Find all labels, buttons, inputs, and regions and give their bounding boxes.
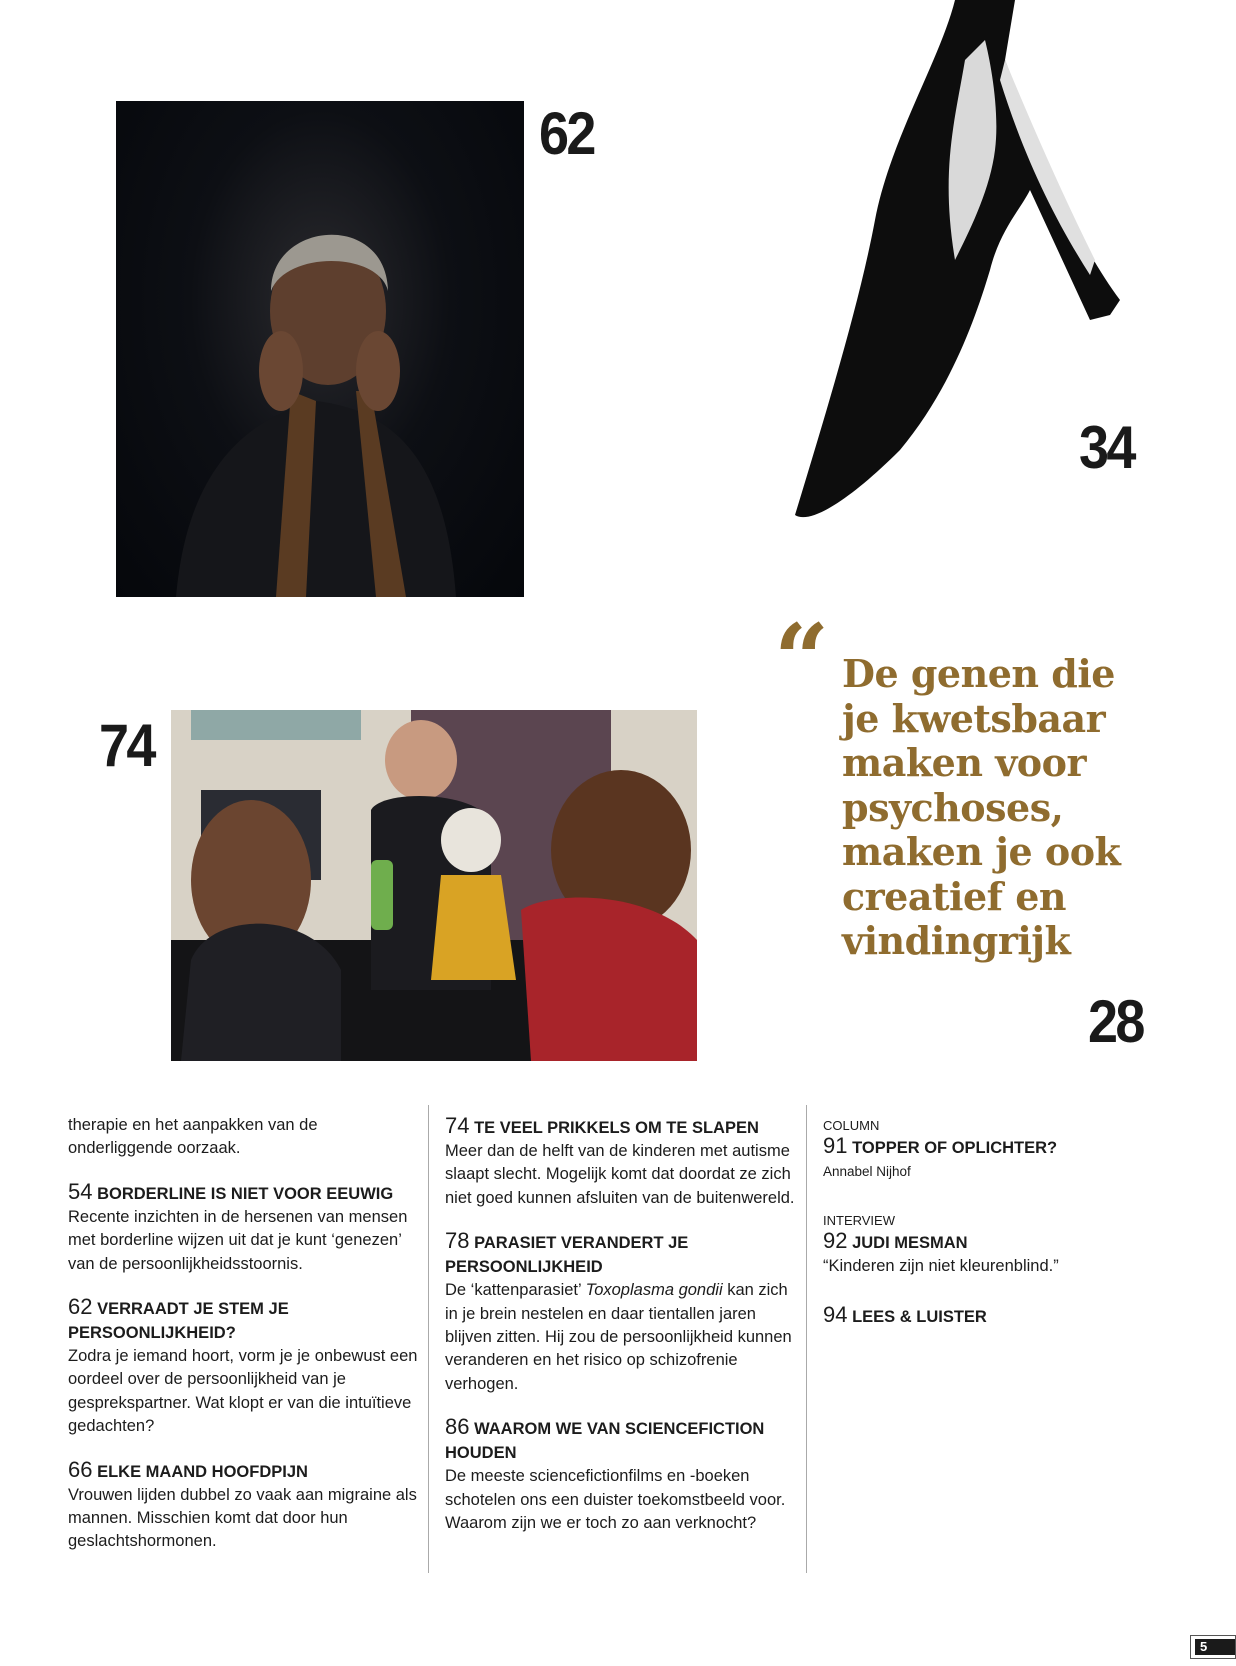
toc-column-2 [445, 1114, 795, 1554]
entry-summary: Vrouwen lijden dubbel zo vaak aan migraine als mannen. Misschien komt dat door hun geslachtshormonen. [68, 1485, 417, 1551]
entry-page-number: 78 [445, 1228, 470, 1254]
entry-page-number: 66 [68, 1456, 93, 1482]
quote-line: psychoses, [842, 784, 1064, 830]
quote-line: De genen die [842, 651, 1115, 696]
quote-mark-icon: “ [774, 603, 830, 716]
entry-page-number: 92 [823, 1228, 848, 1254]
entry-summary: Zodra je iemand hoort, vorm je je onbewust een oordeel over de persoonlijkheid van je gesprekspartner. Wat klopt er van die intuïtieve gedachten? [68, 1347, 418, 1436]
feature-page-number: 28 [1088, 988, 1143, 1055]
entry-summary: Recente inzichten in de hersenen van mensen met borderline wijzen uit dat je kunt ‘genezen’ van de persoonlijkheidsstoornis. [68, 1207, 408, 1273]
entry-title: BORDERLINE IS NIET VOOR EEUWIG [97, 1184, 394, 1203]
high-heel-shoe-image [790, 0, 1120, 525]
page-number: 5 [1195, 1639, 1235, 1655]
toc-entry[interactable] [823, 1303, 1203, 1329]
entry-page-number: 91 [823, 1133, 848, 1158]
entry-kicker: INTERVIEW [823, 1213, 895, 1229]
column-divider [806, 1105, 807, 1573]
entry-byline: Annabel Nijhof [823, 1164, 911, 1179]
feature-page-number: 62 [539, 100, 594, 167]
portrait-figure-icon [116, 101, 524, 597]
toc-entry[interactable] [823, 1118, 1203, 1183]
toc-entry[interactable] [445, 1229, 795, 1396]
toc-entry[interactable] [68, 1295, 418, 1439]
entry-title: LEES & LUISTER [852, 1307, 987, 1326]
entry-title: JUDI MESMAN [852, 1234, 968, 1253]
entry-title: WAAROM WE VAN SCIENCEFICTION HOUDEN [445, 1420, 765, 1463]
entry-summary [445, 1279, 795, 1396]
eeg-scene-icon [171, 710, 697, 1061]
quote-line: maken voor [842, 740, 1086, 785]
entry-page-number: 74 [445, 1113, 470, 1138]
toc-entry[interactable] [445, 1114, 795, 1210]
entry-page-number: 62 [68, 1294, 93, 1320]
entry-title: TOPPER OF OPLICHTER? [852, 1139, 1058, 1157]
entry-title: TE VEEL PRIKKELS OM TE SLAPEN [474, 1119, 759, 1137]
toc-entry[interactable] [445, 1415, 795, 1535]
species-name: Toxoplasma gondii [585, 1281, 723, 1300]
feature-page-number: 74 [99, 712, 154, 779]
eeg-baby-photo [171, 710, 697, 1061]
entry-page-number: 94 [823, 1301, 848, 1327]
entry-kicker: COLUMN [823, 1118, 880, 1133]
quote-line: maken je ook [842, 829, 1121, 874]
summary-text: De ‘kattenparasiet’ [445, 1281, 586, 1300]
page-number-badge [1190, 1635, 1236, 1659]
entry-page-number: 86 [445, 1414, 470, 1440]
entry-summary: “Kinderen zijn niet kleurenblind.” [823, 1257, 1059, 1276]
pull-quote [842, 652, 1222, 964]
quote-line: creatief en [842, 873, 1067, 919]
toc-column-1 [68, 1114, 418, 1573]
column-divider [428, 1105, 429, 1573]
entry-summary: De meeste sciencefictionfilms en -boeken schotelen ons een duister toekomstbeeld voor. Waarom zijn we er toch zo aan verknocht? [445, 1467, 786, 1533]
toc-entry[interactable] [823, 1213, 1203, 1278]
toc-column-3 [823, 1118, 1203, 1348]
summary-text: kan zich in je brein nestelen en daar tientallen jaren blijven zitten. Hij zou de persoonlijkheid kunnen veranderen en het risico op schizofrenie verhogen. [445, 1281, 792, 1393]
quote-line: vindingrijk [842, 918, 1071, 963]
toc-entry[interactable] [68, 1458, 418, 1554]
toc-entry[interactable] [68, 1180, 418, 1276]
entry-title: PARASIET VERANDERT JE PERSOONLIJKHEID [445, 1234, 689, 1277]
continued-text: therapie en het aanpakken van de onderliggende oorzaak. [68, 1116, 318, 1158]
entry-title: VERRAADT JE STEM JE PERSOONLIJKHEID? [68, 1300, 289, 1343]
entry-page-number: 54 [68, 1178, 93, 1204]
portrait-photo [116, 101, 524, 597]
entry-title: ELKE MAAND HOOFDPIJN [97, 1462, 308, 1481]
quote-line: je kwetsbaar [842, 695, 1106, 741]
entry-summary: Meer dan de helft van de kinderen met autisme slaapt slecht. Mogelijk komt dat doordat ze zich niet goed kunnen afsluiten van de buitenwereld. [445, 1142, 795, 1207]
feature-page-number: 34 [1079, 414, 1134, 481]
